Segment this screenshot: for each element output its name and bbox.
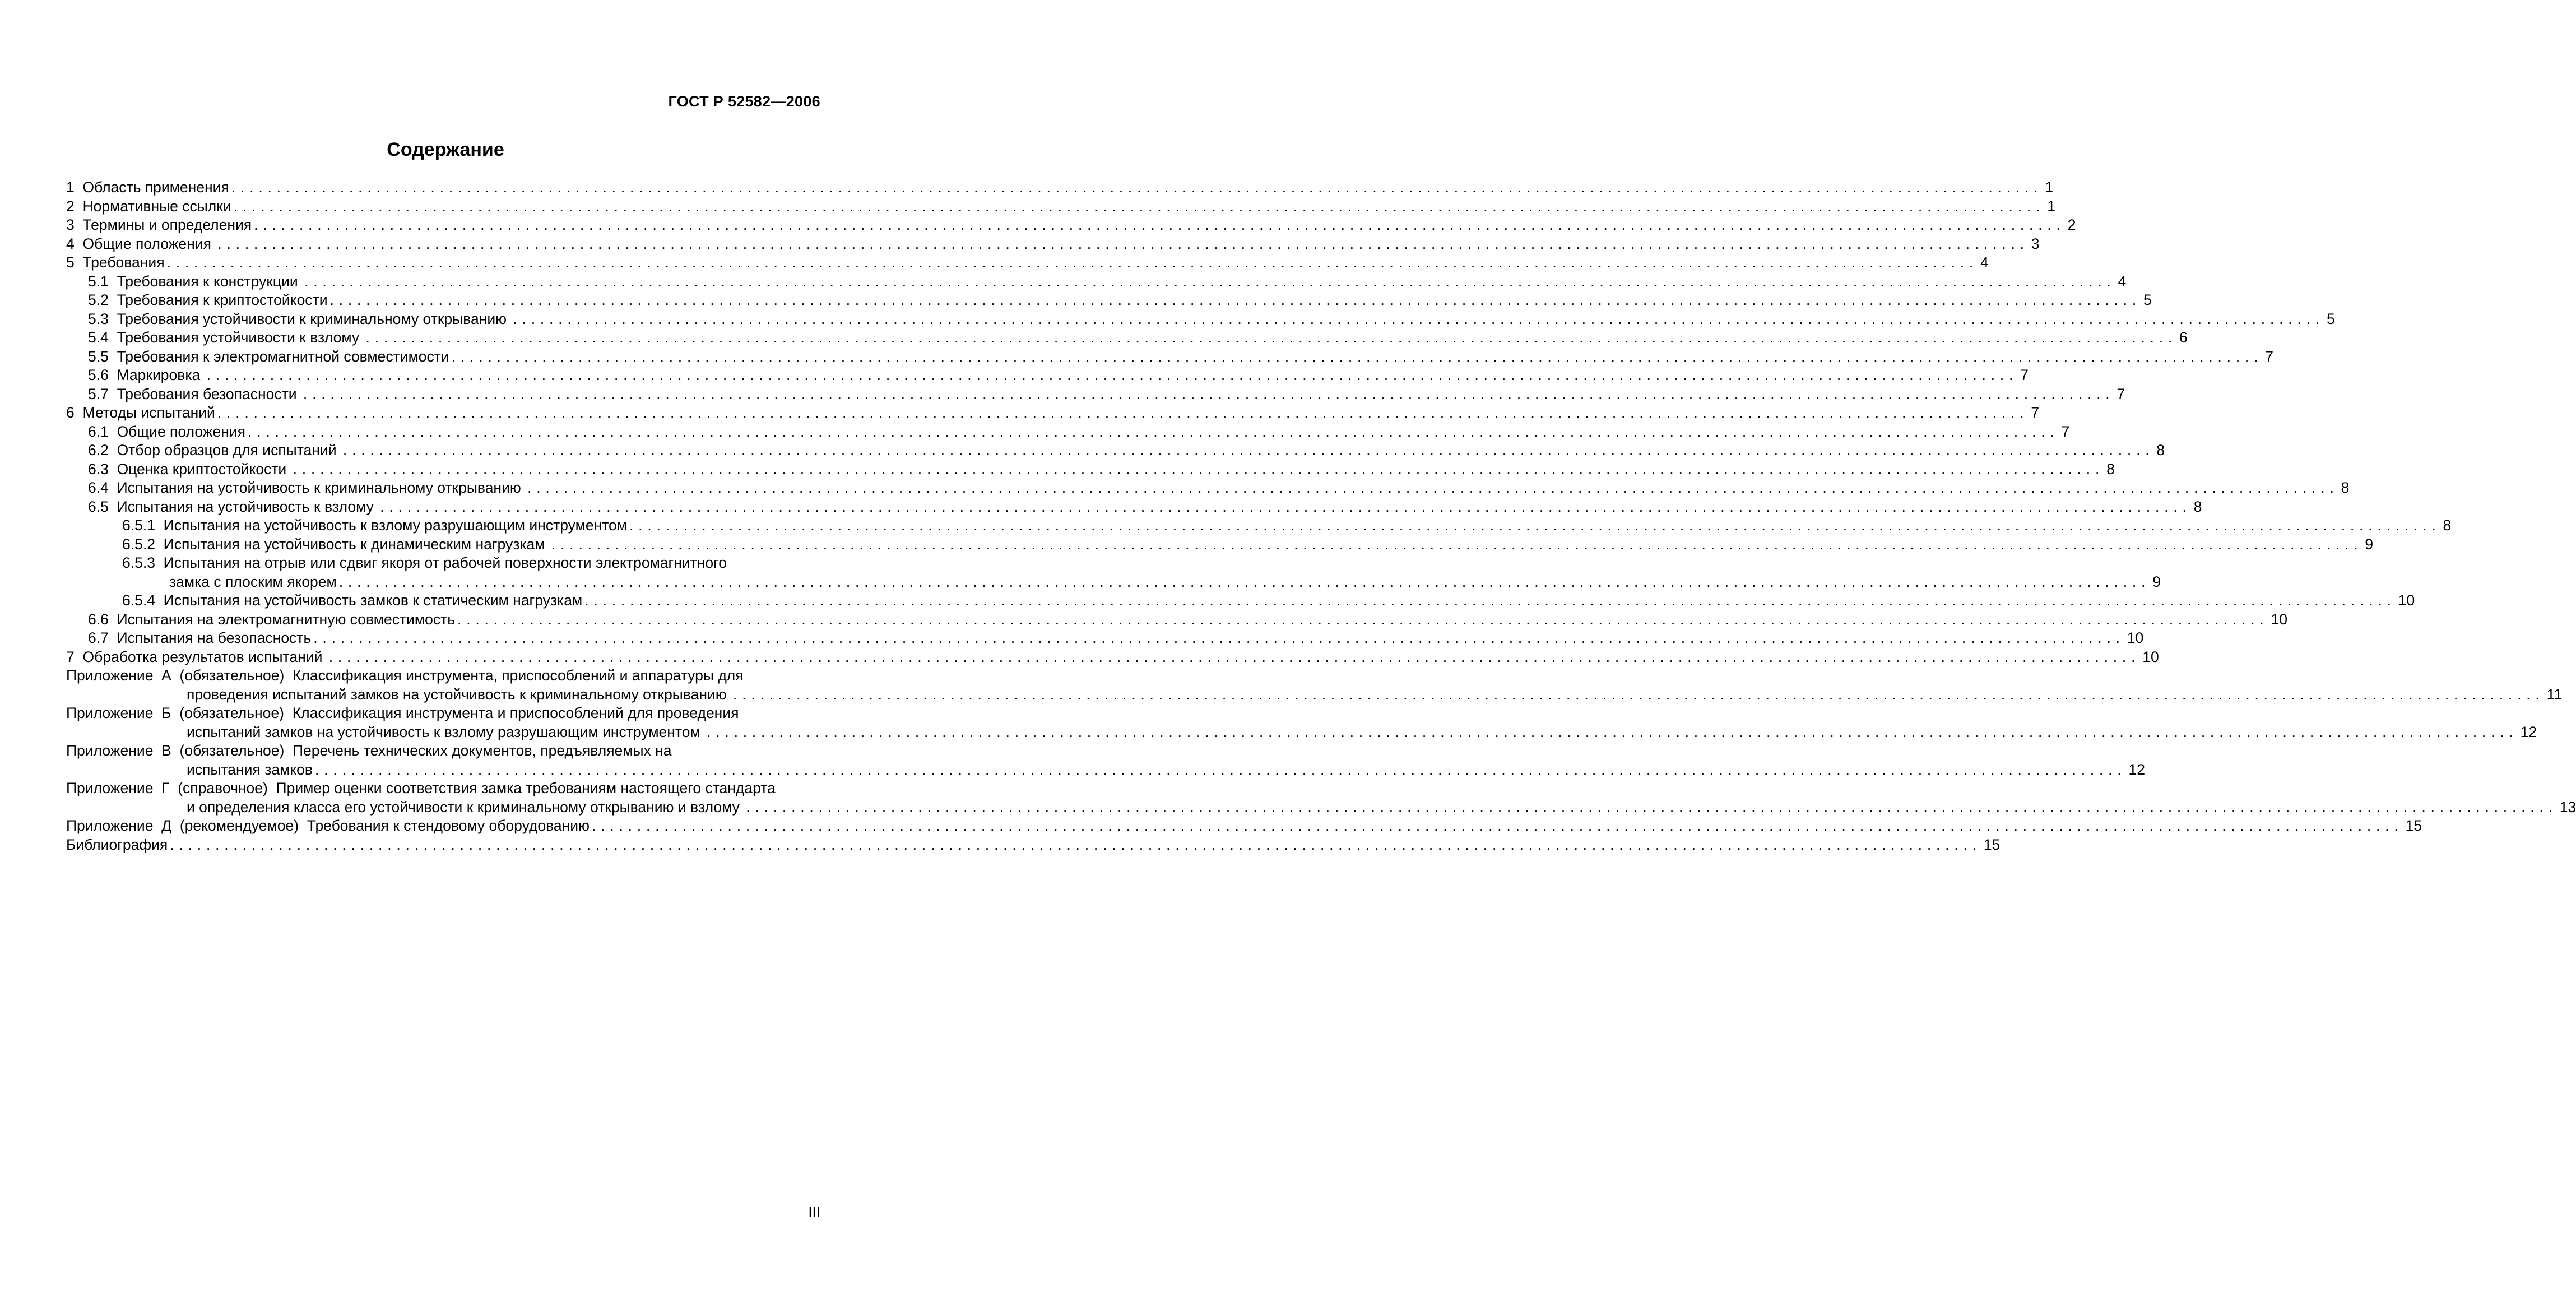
toc-leader-dots: ........................................................................................................................................................................................................ (303, 385, 2115, 402)
toc-entry-6-5-2 (66, 535, 2374, 554)
toc-page-number: 10 (2127, 629, 2144, 646)
toc-entry-label: испытания замков (187, 761, 313, 778)
toc-entry-label: 5.4 Требования устойчивости к взлому (88, 329, 364, 346)
toc-entry-5 (66, 253, 1989, 272)
table-of-contents (66, 178, 2576, 854)
toc-entry-4 (66, 235, 2040, 254)
toc-entry-label: 6.1 Общие положения (88, 423, 246, 440)
toc-page-number: 10 (2142, 648, 2159, 665)
toc-entry-label: и определения класса его устойчивости к криминальному открыванию и взлому (187, 798, 744, 816)
toc-leader-dots: ........................................................................................................................................................................................................ (217, 235, 2029, 252)
toc-entry-6-5-3-line1: 6.5.3 Испытания на отрыв или сдвиг якоря от рабочей поверхности электромагнитного (122, 554, 727, 571)
toc-appendix-b-line1: Приложение Б (обязательное) Классификация инструмента и приспособлений для проведения (66, 705, 739, 721)
toc-leader-dots: ........................................................................................................................................................................................................ (584, 592, 2396, 609)
toc-entry-label: испытаний замков на устойчивость к взлому разрушающим инструментом (187, 723, 705, 740)
toc-leader-dots: ........................................................................................................................................................................................................ (329, 291, 2142, 308)
toc-entry-label: 7 Обработка результатов испытаний (66, 648, 327, 665)
toc-entry-5-4 (66, 328, 2188, 348)
toc-page-number: 15 (1983, 836, 2001, 853)
toc-entry-6-5-4 (66, 591, 2415, 610)
toc-leader-dots: ........................................................................................................................................................................................................ (365, 329, 2178, 346)
toc-entry-5-6 (66, 366, 2029, 385)
toc-entry-label: 6.5.4 Испытания на устойчивость замков к статическим нагрузкам (122, 592, 583, 609)
toc-leader-dots: ........................................................................................................................................................................................................ (338, 573, 2151, 590)
toc-page-number: 15 (2405, 817, 2422, 834)
toc-page-number: 7 (2020, 367, 2029, 383)
toc-entry-label: 6.7 Испытания на безопасность (88, 629, 312, 646)
toc-leader-dots: ........................................................................................................................................................................................................ (304, 272, 2116, 290)
document-code: ГОСТ Р 52582—2006 (668, 93, 820, 110)
toc-leader-dots: ........................................................................................................................................................................................................ (527, 479, 2339, 496)
toc-leader-dots: ........................................................................................................................................................................................................ (746, 798, 2558, 816)
toc-page-number: 2 (2067, 216, 2076, 233)
toc-page-number: 9 (2152, 573, 2161, 590)
toc-leader-dots: ........................................................................................................................................................................................................ (206, 367, 2018, 383)
toc-entry-5-5 (66, 348, 2273, 367)
toc-entry-label: 6.6 Испытания на электромагнитную совместимость (88, 610, 456, 628)
toc-leader-dots: ........................................................................................................................................................................................................ (457, 610, 2269, 628)
toc-entry-1 (66, 178, 2054, 197)
toc-entry-label: 5.1 Требования к конструкции (88, 272, 303, 290)
toc-entry-6-3 (66, 460, 2115, 479)
toc-appendix-v-line1: Приложение В (обязательное) Перечень технических документов, предъявляемых на (66, 742, 672, 759)
toc-page-number: 7 (2061, 423, 2070, 440)
toc-page-number: 12 (2128, 761, 2145, 778)
toc-page-number: 3 (2031, 235, 2040, 252)
toc-entry-label: 6.4 Испытания на устойчивость к криминальному открыванию (88, 479, 526, 496)
toc-entry-3 (66, 216, 2076, 235)
toc-entry-label: 5.5 Требования к электромагнитной совместимости (88, 348, 449, 365)
toc-leader-dots: ........................................................................................................................................................................................................ (166, 254, 1979, 271)
toc-entry-5-7 (66, 385, 2125, 404)
toc-entry-6-7 (66, 629, 2144, 648)
toc-page-number: 8 (2156, 442, 2165, 458)
toc-leader-dots: ........................................................................................................................................................................................................ (513, 310, 2324, 327)
toc-page-number: 5 (2326, 310, 2335, 327)
toc-page-number: 5 (2143, 291, 2152, 308)
toc-appendix-g-line1: Приложение Г (справочное) Пример оценки соответствия замка требованиям настоящего стандарта (66, 780, 776, 796)
toc-entry-6-5 (66, 498, 2202, 517)
toc-entry-label: 2 Нормативные ссылки (66, 197, 231, 215)
toc-leader-dots: ........................................................................................................................................................................................................ (315, 761, 2127, 778)
toc-page-number: 13 (2559, 798, 2576, 816)
toc-page-number: 7 (2265, 348, 2273, 365)
toc-leader-dots: ........................................................................................................................................................................................................ (217, 404, 2029, 421)
toc-entry-6-4 (66, 479, 2350, 498)
toc-leader-dots: ........................................................................................................................................................................................................ (328, 648, 2141, 665)
toc-leader-dots: ........................................................................................................................................................................................................ (313, 629, 2125, 646)
toc-page-number: 1 (2045, 179, 2054, 196)
toc-appendix-b (66, 723, 2537, 742)
toc-appendix-v (66, 761, 2145, 780)
toc-appendix-g (66, 798, 2576, 817)
toc-page-number: 10 (2271, 610, 2288, 628)
toc-leader-dots: ........................................................................................................................................................................................................ (551, 535, 2363, 553)
toc-page-number: 8 (2193, 498, 2202, 515)
toc-page-number: 9 (2365, 535, 2374, 553)
toc-entry-5-3 (66, 310, 2335, 329)
toc-entry-6-5-3 (66, 573, 2161, 592)
toc-entry-label: 6.5 Испытания на устойчивость к взлому (88, 498, 378, 515)
toc-leader-dots: ........................................................................................................................................................................................................ (342, 442, 2155, 458)
toc-entry-6-1 (66, 423, 2070, 442)
toc-entry-5-2 (66, 291, 2152, 310)
toc-page-number: 7 (2031, 404, 2040, 421)
toc-entry-label: 5.2 Требования к криптостойкости (88, 291, 328, 308)
toc-entry-label: 1 Область применения (66, 179, 229, 196)
toc-page-number: 4 (1980, 254, 1989, 271)
toc-entry-label: 3 Термины и определения (66, 216, 252, 233)
toc-page-number: 8 (2341, 479, 2350, 496)
page-title: Содержание (387, 139, 504, 160)
toc-page-number: 1 (2047, 197, 2055, 215)
toc-leader-dots: ........................................................................................................................................................................................................ (380, 498, 2192, 515)
toc-entry-label: 6.5.1 Испытания на устойчивость к взлому разрушающим инструментом (122, 517, 627, 534)
toc-page-number: 11 (2546, 685, 2563, 703)
toc-entry-label: 6.5.2 Испытания на устойчивость к динамическим нагрузкам (122, 535, 549, 553)
toc-entry-label: замка с плоским якорем (169, 573, 337, 590)
toc-page-number: 6 (2179, 329, 2188, 346)
toc-entry-label: Приложение Д (рекомендуемое) Требования к стендовому оборудованию (66, 817, 590, 834)
toc-leader-dots: ........................................................................................................................................................................................................ (293, 460, 2105, 478)
toc-leader-dots: ........................................................................................................................................................................................................ (733, 685, 2545, 703)
toc-entry-label: 5 Требования (66, 254, 165, 271)
toc-entry-6-5-1 (66, 516, 2452, 535)
toc-entry-6 (66, 404, 2040, 423)
toc-entry-label: 5.6 Маркировка (88, 367, 205, 383)
toc-leader-dots: ........................................................................................................................................................................................................ (254, 216, 2066, 233)
toc-entry-label: 4 Общие положения (66, 235, 216, 252)
toc-appendix-d (66, 817, 2422, 836)
toc-entry-7 (66, 648, 2159, 667)
toc-leader-dots: ........................................................................................................................................................................................................ (233, 197, 2045, 215)
toc-entry-label: 5.3 Требования устойчивости к криминальному открыванию (88, 310, 511, 327)
toc-entry-2 (66, 197, 2055, 216)
toc-leader-dots: ........................................................................................................................................................................................................ (451, 348, 2263, 365)
page-number: III (808, 1204, 820, 1221)
toc-page-number: 8 (2443, 517, 2452, 534)
toc-leader-dots: ........................................................................................................................................................................................................ (707, 723, 2518, 740)
toc-appendix-a-line1: Приложение А (обязательное) Классификация инструмента, приспособлений и аппаратуры для (66, 667, 744, 684)
toc-leader-dots: ........................................................................................................................................................................................................ (170, 836, 1981, 853)
toc-entry-6-2 (66, 441, 2165, 460)
toc-entry-label: 6 Методы испытаний (66, 404, 215, 421)
toc-entry-label: Библиография (66, 836, 168, 853)
toc-bibliography (66, 836, 2001, 855)
toc-entry-label: 6.3 Оценка криптостойкости (88, 460, 291, 478)
toc-page-number: 12 (2520, 723, 2537, 740)
toc-leader-dots: ........................................................................................................................................................................................................ (248, 423, 2059, 440)
toc-leader-dots: ........................................................................................................................................................................................................ (231, 179, 2043, 196)
toc-page-number: 4 (2118, 272, 2127, 290)
toc-appendix-a (66, 685, 2563, 705)
toc-leader-dots: ........................................................................................................................................................................................................ (591, 817, 2403, 834)
toc-entry-6-6 (66, 610, 2288, 629)
toc-page-number: 8 (2106, 460, 2115, 478)
toc-page-number: 10 (2398, 592, 2415, 609)
toc-entry-5-1 (66, 272, 2127, 291)
toc-entry-label: проведения испытаний замков на устойчивость к криминальному открыванию (187, 685, 731, 703)
toc-entry-label: 5.7 Требования безопасности (88, 385, 301, 402)
toc-page-number: 7 (2117, 385, 2125, 402)
toc-leader-dots: ........................................................................................................................................................................................................ (629, 517, 2441, 534)
toc-entry-label: 6.2 Отбор образцов для испытаний (88, 442, 341, 458)
